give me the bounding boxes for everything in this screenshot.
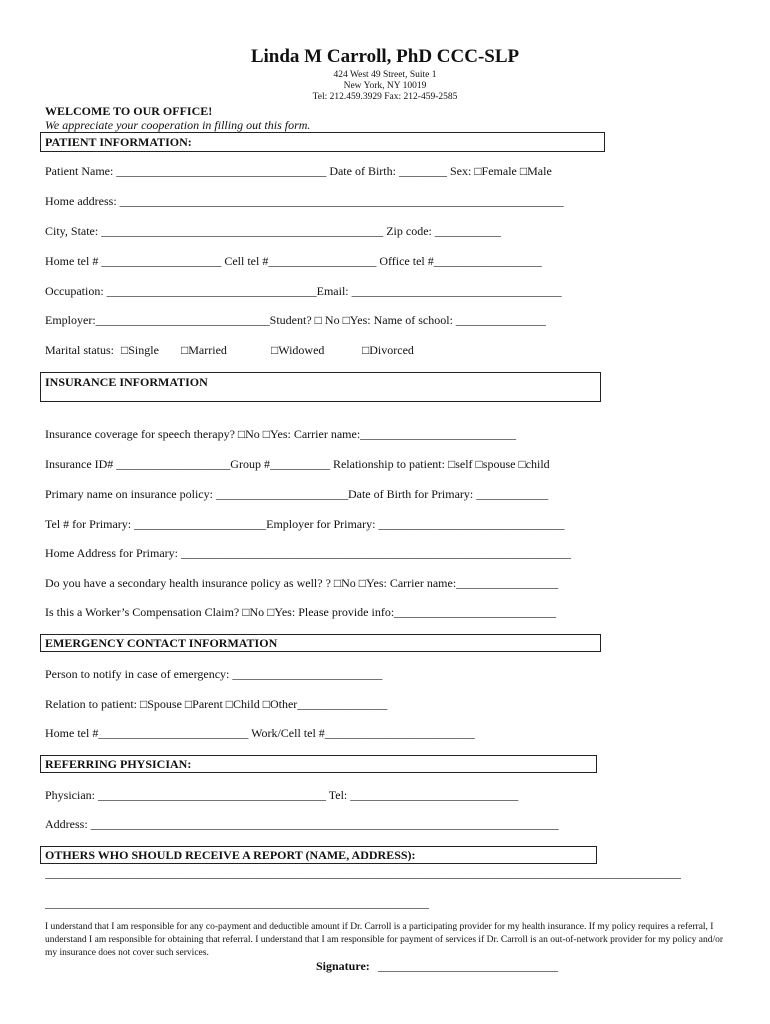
emergency-relation-row[interactable]: Relation to patient: □Spouse □Parent □Child □Other_______________ [45, 697, 388, 711]
patient-name-row[interactable]: Patient Name: ___________________________________ Date of Birth: ________ Sex: □Female □Male [45, 164, 552, 178]
welcome-title: WELCOME TO OUR OFFICE! [45, 104, 213, 118]
employer-row[interactable]: Employer:_____________________________Student? □ No □Yes: Name of school: _______________ [45, 313, 546, 327]
physician-info-box [40, 755, 597, 773]
marital-single-checkbox[interactable]: □Single [121, 343, 159, 357]
others-line-2[interactable]: ________________________________________________________________ [45, 896, 429, 910]
physician-row[interactable]: Physician: ______________________________________ Tel: ____________________________ [45, 788, 519, 802]
welcome-subtitle: We appreciate your cooperation in filling out this form. [45, 118, 311, 132]
insurance-coverage-row[interactable]: Insurance coverage for speech therapy? □No □Yes: Carrier name:__________________________ [45, 427, 517, 441]
primary-name-row[interactable]: Primary name on insurance policy: ______________________Date of Birth for Primary: ____________ [45, 487, 549, 501]
patient-info-box [40, 132, 605, 152]
disclaimer-text: I understand that I am responsible for any co-payment and deductible amount if Dr. Carroll is a participating provider for my health insurance. If my policy requires a referral, I understand I am responsible for obtaining that referral. I understand that I am responsible for payment of services if Dr. Carroll is an out-of-network provider for my policy and/or my insurance does not cover such services. [45, 922, 723, 958]
marital-status-label: Marital status: [45, 343, 114, 357]
address-line-1: 424 West 49 Street, Suite 1 [333, 70, 437, 80]
workers-comp-row[interactable]: Is this a Worker’s Compensation Claim? □No □Yes: Please provide info:___________________________ [45, 605, 557, 619]
emergency-info-heading: EMERGENCY CONTACT INFORMATION [45, 636, 278, 650]
patient-info-heading: PATIENT INFORMATION: [45, 135, 192, 149]
address-line-2: New York, NY 10019 [343, 81, 427, 91]
contact-line: Tel: 212.459.3929 Fax: 212-459-2585 [312, 92, 458, 102]
primary-address-row[interactable]: Home Address for Primary: _________________________________________________________________ [45, 546, 571, 560]
home-address-row[interactable]: Home address: __________________________________________________________________________ [45, 194, 564, 208]
insurance-info-box [40, 372, 601, 402]
others-info-box [40, 846, 597, 864]
emergency-info-box [40, 634, 601, 652]
physician-info-heading: REFERRING PHYSICIAN: [45, 757, 192, 771]
marital-divorced-checkbox[interactable]: □Divorced [362, 343, 414, 357]
marital-married-checkbox[interactable]: □Married [181, 343, 227, 357]
marital-widowed-checkbox[interactable]: □Widowed [271, 343, 325, 357]
others-line-1[interactable]: __________________________________________________________________________________________________________ [45, 866, 681, 880]
signature-line[interactable]: ______________________________ [378, 959, 558, 973]
emergency-phone-row[interactable]: Home tel #_________________________ Work/Cell tel #_________________________ [45, 726, 475, 740]
signature-label: Signature: [316, 959, 370, 973]
others-info-heading: OTHERS WHO SHOULD RECEIVE A REPORT (NAME, ADDRESS): [45, 848, 416, 862]
emergency-person-row[interactable]: Person to notify in case of emergency: _________________________ [45, 667, 383, 681]
primary-tel-row[interactable]: Tel # for Primary: ______________________Employer for Primary: _______________________________ [45, 517, 565, 531]
insurance-id-row[interactable]: Insurance ID# ___________________Group #__________ Relationship to patient: □self □spouse □child [45, 457, 550, 471]
city-state-row[interactable]: City, State: _______________________________________________ Zip code: ___________ [45, 224, 501, 238]
phone-row[interactable]: Home tel # ____________________ Cell tel #__________________ Office tel #__________________ [45, 254, 542, 268]
insurance-info-heading: INSURANCE INFORMATION [45, 375, 208, 389]
secondary-insurance-row[interactable]: Do you have a secondary health insurance policy as well? ? □No □Yes: Carrier name:_________________ [45, 576, 559, 590]
practice-name: Linda M Carroll, PhD CCC-SLP [250, 46, 520, 67]
occupation-row[interactable]: Occupation: ___________________________________Email: ___________________________________ [45, 284, 562, 298]
physician-address-row[interactable]: Address: ______________________________________________________________________________ [45, 817, 559, 831]
